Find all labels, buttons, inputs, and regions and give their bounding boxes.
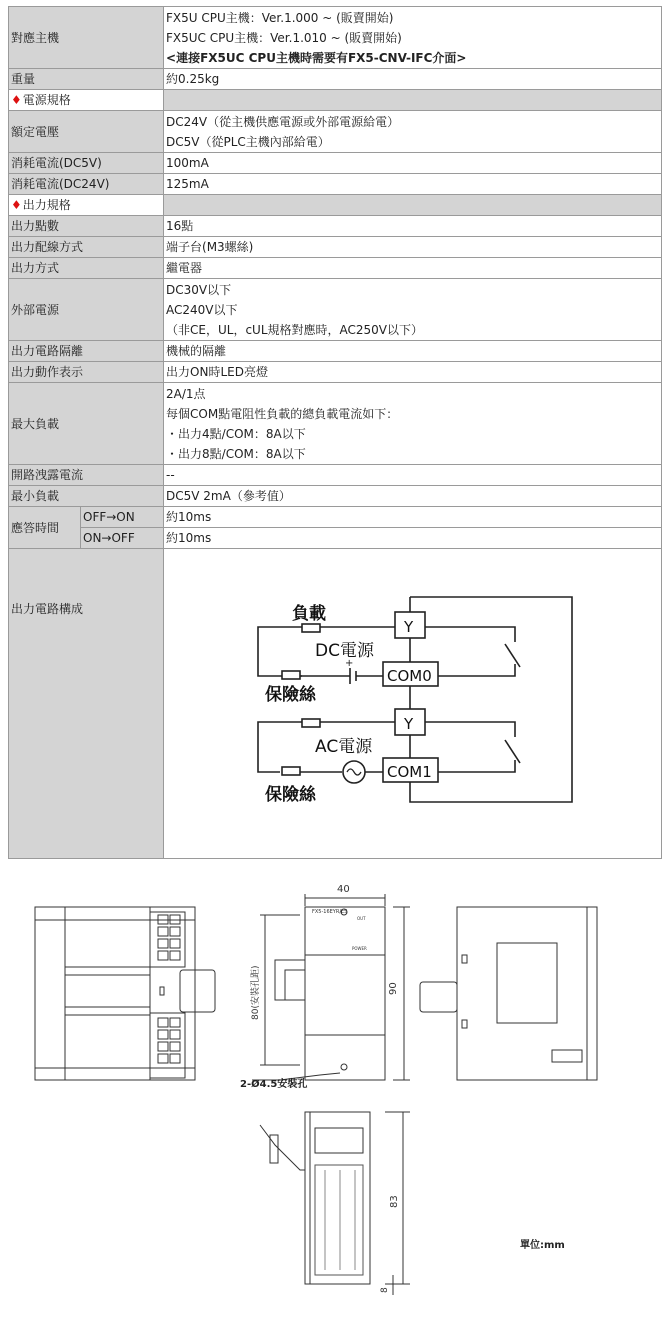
ac-power-text: AC電源 — [315, 737, 373, 757]
indicator-value: 出力ON時LED亮燈 — [164, 362, 662, 383]
spec-row-host — [9, 7, 662, 69]
spec-row-wiring — [9, 237, 662, 258]
isolation-value: 機械的隔離 — [164, 341, 662, 362]
max-load-line-4: ・出力8點/COM：8A以下 — [166, 446, 306, 461]
min-load-label: 最小負載 — [9, 486, 164, 507]
y1-text: Y — [404, 618, 414, 636]
current-dc24-value: 125mA — [164, 174, 662, 195]
power-section-label — [9, 90, 164, 111]
max-load-label: 最大負載 — [9, 383, 164, 465]
dim-8-text: 8 — [380, 1287, 390, 1293]
current-dc5-value: 100mA — [164, 153, 662, 174]
weight-value: 約0.25kg — [164, 69, 662, 90]
front-view — [252, 894, 410, 1080]
max-load-line-1: 2A/1点 — [166, 386, 206, 401]
max-load-line-2: 每個COM點電阻性負載的總負載電流如下： — [166, 406, 399, 421]
ext-power-label: 外部電源 — [9, 279, 164, 341]
wiring-value: 端子台(M3螺絲) — [164, 237, 662, 258]
points-value: 16點 — [164, 216, 662, 237]
load-text: 負載 — [292, 604, 326, 624]
output-circuit-diagram — [250, 592, 585, 807]
spec-row-indicator — [9, 362, 662, 383]
current-dc5-label: 消耗電流(DC5V) — [9, 153, 164, 174]
leak-value: -- — [164, 465, 662, 486]
fuse2-text: 保險絲 — [265, 785, 316, 805]
section-output — [9, 195, 662, 216]
dimension-drawing — [0, 870, 670, 1320]
output-section-text: 出力規格 — [22, 198, 71, 212]
on-off-label: ON→OFF — [81, 528, 164, 549]
method-label: 出力方式 — [9, 258, 164, 279]
circuit-label: 出力電路構成 — [9, 549, 164, 859]
spec-row-min-load — [9, 486, 662, 507]
spec-row-points — [9, 216, 662, 237]
unit-text: 單位:mm — [520, 1240, 565, 1251]
right-view — [420, 907, 597, 1080]
method-value: 繼電器 — [164, 258, 662, 279]
host-note: <連接FX5UC CPU主機時需要有FX5-CNV-IFC介面> — [166, 50, 467, 65]
rated-voltage-line-2: DC5V（從PLC主機內部給電） — [166, 134, 330, 149]
spec-row-current-dc5 — [9, 153, 662, 174]
load2-resistor — [302, 719, 320, 727]
min-load-value: DC5V 2mA（參考值） — [164, 486, 662, 507]
ext-power-line-3: （非CE，UL，cUL規格對應時，AC250V以下） — [166, 322, 424, 337]
max-load-value — [164, 383, 662, 465]
isolation-label: 出力電路隔離 — [9, 341, 164, 362]
diamond-icon: ♦ — [11, 198, 22, 212]
dim-90-text: 90 — [388, 982, 399, 995]
ext-power-value — [164, 279, 662, 341]
out-label-text: OUT — [357, 916, 366, 921]
dim-40-text: 40 — [337, 884, 350, 895]
spec-row-max-load — [9, 383, 662, 465]
diamond-icon: ♦ — [11, 93, 22, 107]
y2-text: Y — [404, 715, 414, 733]
host-line-2: FX5UC CPU主機：Ver.1.010 ~ (販賣開始) — [166, 30, 402, 45]
spec-row-current-dc24 — [9, 174, 662, 195]
rated-voltage-label: 額定電壓 — [9, 111, 164, 153]
load-resistor — [302, 624, 320, 632]
svg-text:+: + — [345, 658, 354, 669]
model-text: FX5-16EYR/ES — [312, 909, 348, 915]
dc-power-text: DC電源 — [315, 641, 374, 661]
fuse1-symbol — [282, 671, 300, 679]
on-off-value: 約10ms — [164, 528, 662, 549]
host-label: 對應主機 — [9, 7, 164, 69]
leak-label: 開路洩露電流 — [9, 465, 164, 486]
left-view — [35, 907, 215, 1080]
points-label: 出力點數 — [9, 216, 164, 237]
spec-row-isolation — [9, 341, 662, 362]
contact2-symbol — [505, 740, 520, 763]
spec-row-leak — [9, 465, 662, 486]
fuse2-symbol — [282, 767, 300, 775]
output-section-fill — [164, 195, 662, 216]
rated-voltage-value — [164, 111, 662, 153]
spec-row-response-1 — [9, 507, 662, 528]
indicator-label: 出力動作表示 — [9, 362, 164, 383]
rated-voltage-line-1: DC24V（從主機供應電源或外部電源給電） — [166, 114, 400, 129]
hole-label-text: 2-Ø4.5安裝孔 — [240, 1079, 308, 1090]
spec-row-ext-power — [9, 279, 662, 341]
weight-label: 重量 — [9, 69, 164, 90]
power-section-text: 電源規格 — [22, 93, 71, 107]
wiring-label: 出力配線方式 — [9, 237, 164, 258]
fuse1-text: 保險絲 — [265, 685, 316, 705]
spec-row-rated-voltage — [9, 111, 662, 153]
max-load-line-3: ・出力4點/COM：8A以下 — [166, 426, 306, 441]
section-power — [9, 90, 662, 111]
contact1-symbol — [505, 644, 520, 667]
spec-row-method — [9, 258, 662, 279]
off-on-value: 約10ms — [164, 507, 662, 528]
power-section-fill — [164, 90, 662, 111]
com0-text: COM0 — [387, 667, 432, 685]
output-section-label — [9, 195, 164, 216]
response-label: 應答時間 — [9, 507, 81, 549]
power-label-text: POWER — [352, 946, 367, 951]
host-value — [164, 7, 662, 69]
dim-83-text: 83 — [389, 1195, 400, 1208]
off-on-label: OFF→ON — [81, 507, 164, 528]
ext-power-line-2: AC240V以下 — [166, 302, 238, 317]
current-dc24-label: 消耗電流(DC24V) — [9, 174, 164, 195]
spec-row-weight — [9, 69, 662, 90]
com1-text: COM1 — [387, 763, 432, 781]
host-line-1: FX5U CPU主機：Ver.1.000 ~ (販賣開始) — [166, 10, 394, 25]
spec-row-response-2 — [9, 528, 662, 549]
dim-80-text: 80(安裝孔距) — [251, 965, 261, 1020]
bottom-view — [260, 1112, 410, 1295]
ext-power-line-1: DC30V以下 — [166, 282, 232, 297]
